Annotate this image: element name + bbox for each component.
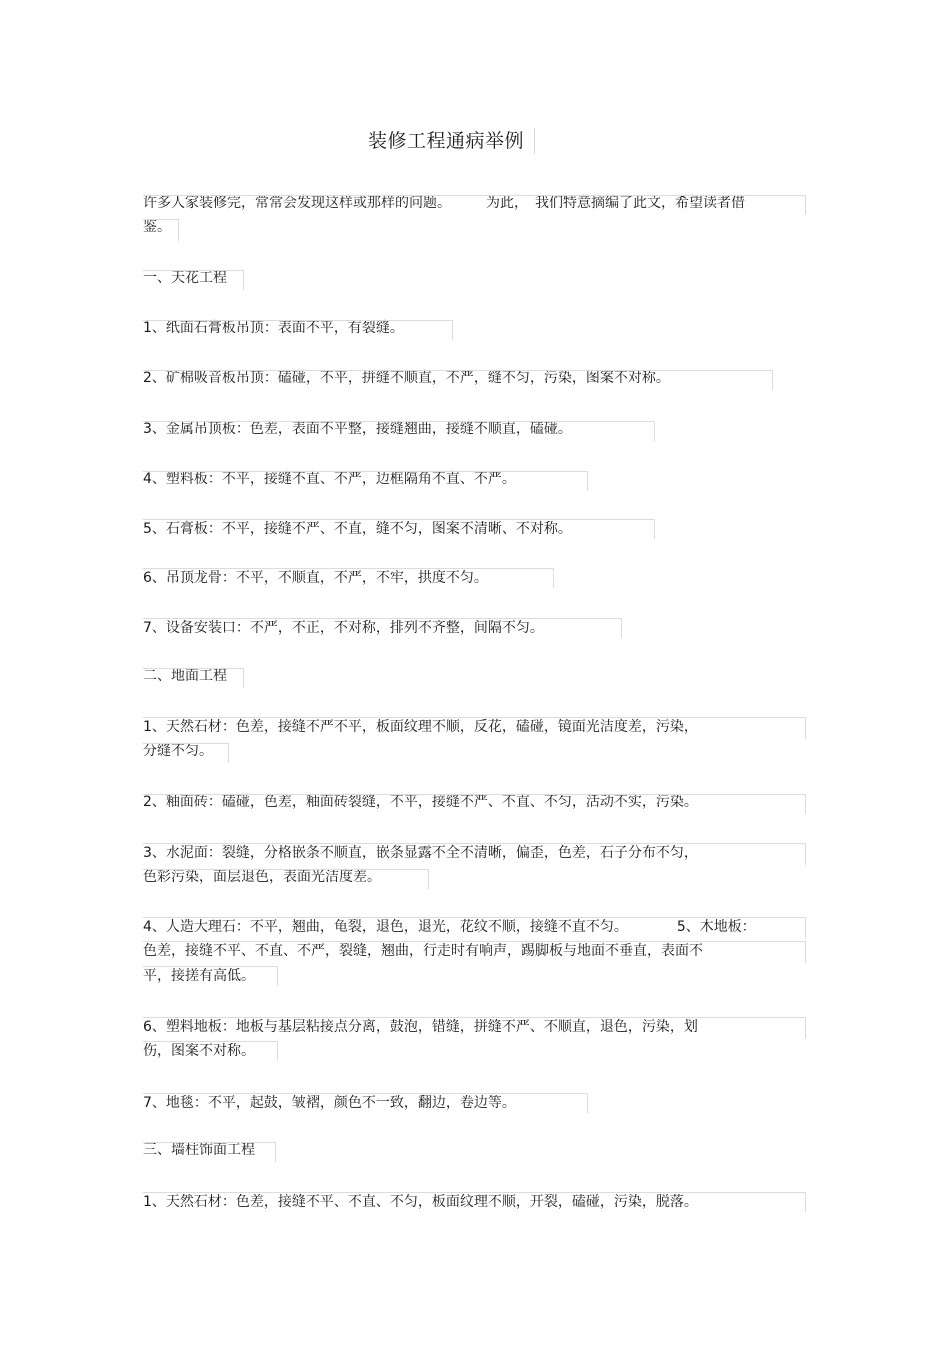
section-heading-floor: 二、地面工程: [143, 668, 227, 684]
list-item: 6、吊顶龙骨：不平，不顺直，不严，不牢，拱度不匀。: [143, 570, 488, 586]
list-item: 7、设备安装口：不严，不正，不对称，排列不齐整，间隔不匀。: [143, 620, 544, 636]
list-item-continued: 伤，图案不对称。: [143, 1043, 255, 1059]
list-item-continued: 分缝不匀。: [143, 743, 213, 759]
list-item-continued: 色彩污染，面层退色，表面光洁度差。: [143, 869, 381, 885]
intro-line-2: 鉴。: [143, 219, 171, 235]
list-item: 7、地毯：不平，起鼓，皱褶，颜色不一致，翻边，卷边等。: [143, 1095, 516, 1111]
list-item: 1、天然石材：色差，接缝不平、不直、不匀，板面纹理不顺，开裂，磕碰，污染，脱落。: [143, 1194, 698, 1210]
list-item: 1、天然石材：色差，接缝不严不平，板面纹理不顺，反花，磕碰，镜面光洁度差，污染，: [143, 719, 698, 735]
section-heading-wall: 三、墙柱饰面工程: [143, 1142, 255, 1158]
document-title: 装修工程通病举例: [368, 128, 535, 154]
list-item: 5、石膏板：不平，接缝不严、不直，缝不匀，图案不清晰、不对称。: [143, 521, 572, 537]
list-item: 2、矿棉吸音板吊顶：磕碰，不平，拼缝不顺直，不严，缝不匀，污染，图案不对称。: [143, 370, 670, 386]
section-heading-ceiling: 一、天花工程: [143, 270, 227, 286]
list-item-continued: 色差，接缝不平、不直、不严，裂缝，翘曲，行走时有响声，踢脚板与地面不垂直，表面不: [143, 943, 703, 959]
list-item: 1、纸面石膏板吊顶：表面不平，有裂缝。: [143, 320, 404, 336]
list-item: 3、水泥面：裂缝，分格嵌条不顺直，嵌条显露不全不清晰，偏歪，色差，石子分布不匀，: [143, 845, 698, 861]
intro-line-1: 许多人家装修完，常常会发现这样或那样的问题。 为此， 我们特意摘编了此文，希望读者借: [143, 195, 745, 211]
list-item-continued: 平，接搓有高低。: [143, 968, 255, 984]
list-item: 4、人造大理石：不平，翘曲，龟裂，退色，退光，花纹不顺，接缝不直不匀。 5、木地板：: [143, 919, 756, 935]
list-item: 2、釉面砖：磕碰，色差，釉面砖裂缝，不平，接缝不严、不直、不匀，活动不实，污染。: [143, 794, 698, 810]
list-item: 4、塑料板：不平，接缝不直、不严，边框隔角不直、不严。: [143, 471, 516, 487]
list-item: 6、塑料地板：地板与基层粘接点分离，鼓泡，错缝，拼缝不严、不顺直，退色，污染，划: [143, 1019, 698, 1035]
list-item: 3、金属吊顶板：色差，表面不平整，接缝翘曲，接缝不顺直，磕碰。: [143, 421, 572, 437]
